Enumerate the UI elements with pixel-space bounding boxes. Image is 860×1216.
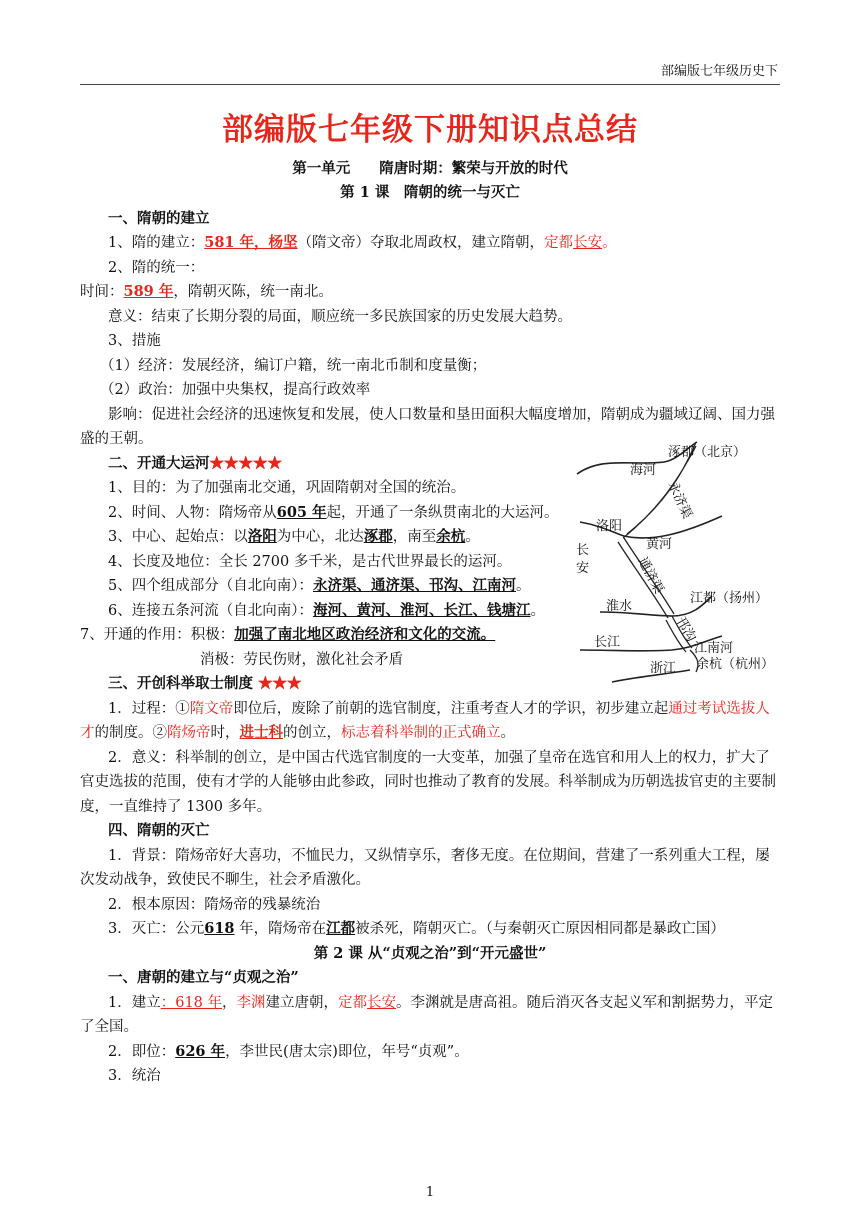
year-589: 589 年 (123, 283, 174, 300)
grand-canal-map (572, 436, 786, 690)
s2-heading: 二、开通大运河★★★★★ (108, 454, 282, 472)
page-number: 1 (425, 1185, 435, 1200)
map-label-changan: 长安 (576, 543, 590, 576)
t1-para1: 1．建立：618 年，李渊建立唐朝，定都长安。李渊就是唐高祖。随后消灭各支起义军和割据势力，平定了全国。 (80, 994, 774, 1035)
s2-line4: 4、长度及地位：全长 2700 多千米，是古代世界最长的运河。 (108, 553, 512, 570)
map-label-yongji: 永济渠 (664, 479, 695, 522)
s1-line3: 时间：589 年，隋朝灭陈，统一南北。 (80, 283, 333, 300)
s1-line4: 意义：结束了长期分裂的局面，顺应统一多民族国家的历史发展大趋势。 (108, 308, 572, 325)
star-rating-5: ★★★★★ (209, 454, 282, 472)
map-label-tongji: 通济渠 (634, 554, 667, 597)
header-rule (80, 84, 780, 85)
lesson2-heading: 第 2 课 从“贞观之治”到“开元盛世” (313, 944, 547, 962)
year-581: 581 年，杨坚 (204, 234, 298, 251)
map-label-zhuojun: 涿郡（北京） (668, 445, 747, 460)
t1-para2: 2．即位：626 年，李世民(唐太宗)即位，年号“贞观”。 (108, 1042, 469, 1060)
s1-line5: 3、措施 (108, 333, 161, 349)
unit-heading: 第一单元 隋唐时期：繁荣与开放的时代 (292, 160, 568, 177)
s2-line3: 3、中心、起始点：以洛阳为中心，北达涿郡，南至余杭。 (108, 528, 480, 545)
map-label-huanghe: 黄河 (646, 537, 673, 552)
map-label-zhejiang: 浙江 (650, 661, 677, 676)
map-label-hangou: 邗沟 (672, 614, 699, 645)
page-header: 部编版七年级历史下 (660, 64, 778, 79)
s3-heading: 三、开创科举取士制度 ★★★ (108, 675, 302, 692)
map-label-changjiang: 长江 (594, 635, 621, 650)
map-label-jiangnanhe: 江南河 (694, 641, 734, 656)
map-label-haihe: 海河 (630, 463, 657, 478)
s2-line1: 1、目的：为了加强南北交通，巩固隋朝对全国的统治。 (108, 480, 466, 496)
s1-line1: 1、隋的建立：581 年，杨坚（隋文帝）夺取北周政权，建立隋朝，定都长安。 (108, 234, 617, 251)
s1-line7: （2）政治：加强中央集权，提高行政效率 (100, 382, 371, 398)
t1-para3: 3．统治 (108, 1068, 161, 1084)
s4-heading: 四、隋朝的灭亡 (108, 822, 210, 839)
map-label-luoyang: 洛阳 (596, 519, 623, 534)
s2-line6: 6、连接五条河流（自北向南）：海河、黄河、淮河、长江、钱塘江。 (108, 601, 545, 619)
s4-para1: 1．背景：隋炀帝好大喜功，不恤民力，又纵情享乐，奢侈无度。在位期间，营建了一系列重大工程，屡次发动战争，致使民不聊生，社会矛盾激化。 (80, 847, 770, 888)
s3-para1: 1．过程：①隋文帝即位后，废除了前朝的选官制度，注重考查人才的学识，初步建立起通过考试选拔人才的制度。②隋炀帝时，进士科的创立，标志着科举制的正式确立。 (80, 700, 770, 741)
s4-para3: 3．灭亡：公元618 年，隋炀帝在江都被杀死，隋朝灭亡。（与秦朝灭亡原因相同都是暴政亡国） (108, 920, 725, 937)
s1-line8: 影响：促进社会经济的迅速恢复和发展，使人口数量和垦田面积大幅度增加，隋朝成为疆域辽阔、国力强盛的王朝。 (80, 406, 775, 447)
s4-para2: 2．根本原因：隋炀帝的残暴统治 (108, 896, 321, 913)
s2-line2: 2、时间、人物：隋炀帝从605 年起，开通了一条纵贯南北的大运河。 (108, 503, 559, 521)
document-title: 部编版七年级下册知识点总结 (222, 112, 638, 148)
map-label-jiangdu: 江都（扬州） (690, 591, 769, 606)
s2-line8: 消极：劳民伤财，激化社会矛盾 (200, 651, 403, 668)
t1-heading: 一、唐朝的建立与“贞观之治” (108, 969, 299, 986)
s3-para2: 2．意义：科举制的创立，是中国古代选官制度的一大变革，加强了皇帝在选官和用人上的权力，扩大了官吏选拔的范围，使有才学的人能够由此参政，同时也推动了教育的发展。科举制成为历朝选拔官吏的主要制度，一直维持了 1300 多年。 (80, 749, 776, 815)
star-rating-3: ★★★ (258, 675, 302, 692)
map-label-huaishui: 淮水 (606, 599, 633, 614)
map-label-yuhang: 余杭（杭州） (696, 657, 775, 672)
s1-heading: 一、隋朝的建立 (108, 209, 210, 227)
s1-line6: （1）经济：发展经济，编订户籍，统一南北币制和度量衡； (100, 357, 487, 374)
s2-line7: 7、开通的作用：积极：加强了南北地区政治经济和文化的交流。 (80, 626, 496, 643)
s2-line5: 5、四个组成部分（自北向南）：永济渠、通济渠、邗沟、江南河。 (108, 577, 531, 594)
s1-line2: 2、隋的统一： (108, 259, 205, 276)
lesson1-heading: 第 1 课 隋朝的统一与灭亡 (340, 184, 520, 201)
